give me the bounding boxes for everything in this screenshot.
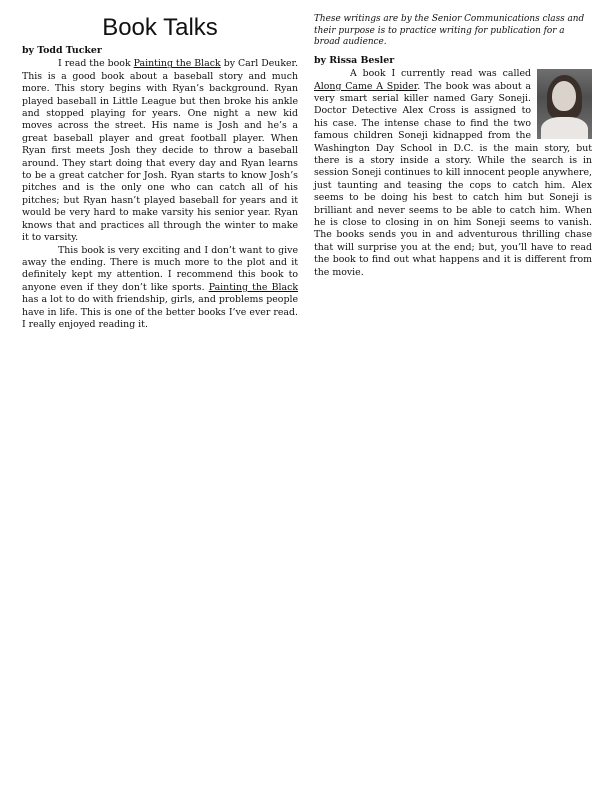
byline-rissa-besler: by Rissa Besler [314,54,395,66]
review2-p1-text-a: A book I currently read was called [350,68,531,80]
review2-p1-text-b: . The book was about a very smart serial killer named Gary Soneji. Doctor Detective Alex Cross is assigned to his case. The intense chase to find the two famous children Soneji kidnapped from the Washington Day School in D.C. is the main story, but there is a story inside a story. While the search is in session Soneji continues to kill innocent people anywhere, just taunting and teasing the cops to catch him. Alex seems to be doing his best to catch him but Soneji is brilliant and never seems to be able to catch him. When he is close to closing in on him Soneji seems to vanish. The books sends you in and adventurous thrilling chase that will surprise you at the end; but, you’ll have to read the book to find out what happens and it is different from the movie. [314,80,592,278]
author-photo [537,69,592,139]
book-title-along-came-a-spider: Along Came A Spider [314,80,418,92]
review1-paragraph-2 [22,245,298,332]
photo-face [552,81,576,111]
left-column [22,14,298,331]
review1-paragraph-1 [22,58,298,244]
book-title-painting-the-black: Painting the Black [133,58,221,70]
review1-p2-text-a: This book is very exciting and I don’t want to give away the ending. There is much more to the plot and it definitely kept my attention. I recommend this book to anyone even if they don’t like sports. [22,244,298,293]
review1-p1-text-b: by Carl Deuker. This is a good book about a baseball story and much more. This story begins with Ryan’s background. Ryan played baseball in Little League but then broke his ankle and stopped playing for years. One night a new kid moves across the street. His name is Josh and he’s a great baseball player and great football player. When Ryan first meets Josh they decide to throw a baseball around. They start doing that every day and Ryan learns to be a great catcher for Josh. Ryan starts to know Josh’s pitches and is the only one who can catch all of his pitches; but Ryan hasn’t played baseball for years and it would be very hard to make varsity his senior year. Ryan knows that and practices all through the winter to make it to varsity. [22,58,298,244]
byline-todd-tucker: by Todd Tucker [22,45,102,56]
page-title: Book Talks [102,14,218,41]
book-title-painting-the-black-2: Painting the Black [208,281,299,293]
class-note: These writings are by the Senior Communications class and their purpose is to practice writing for publication for a broad audience. [314,14,585,48]
photo-shirt [541,117,588,139]
right-column [314,14,592,279]
review1-p1-text-a: I read the book [58,58,134,70]
review1-p2-text-b: has a lot to do with friendship, girls, and problems people have in life. This is one of the better books I’ve ever read. I really enjoyed reading it. [22,294,298,330]
